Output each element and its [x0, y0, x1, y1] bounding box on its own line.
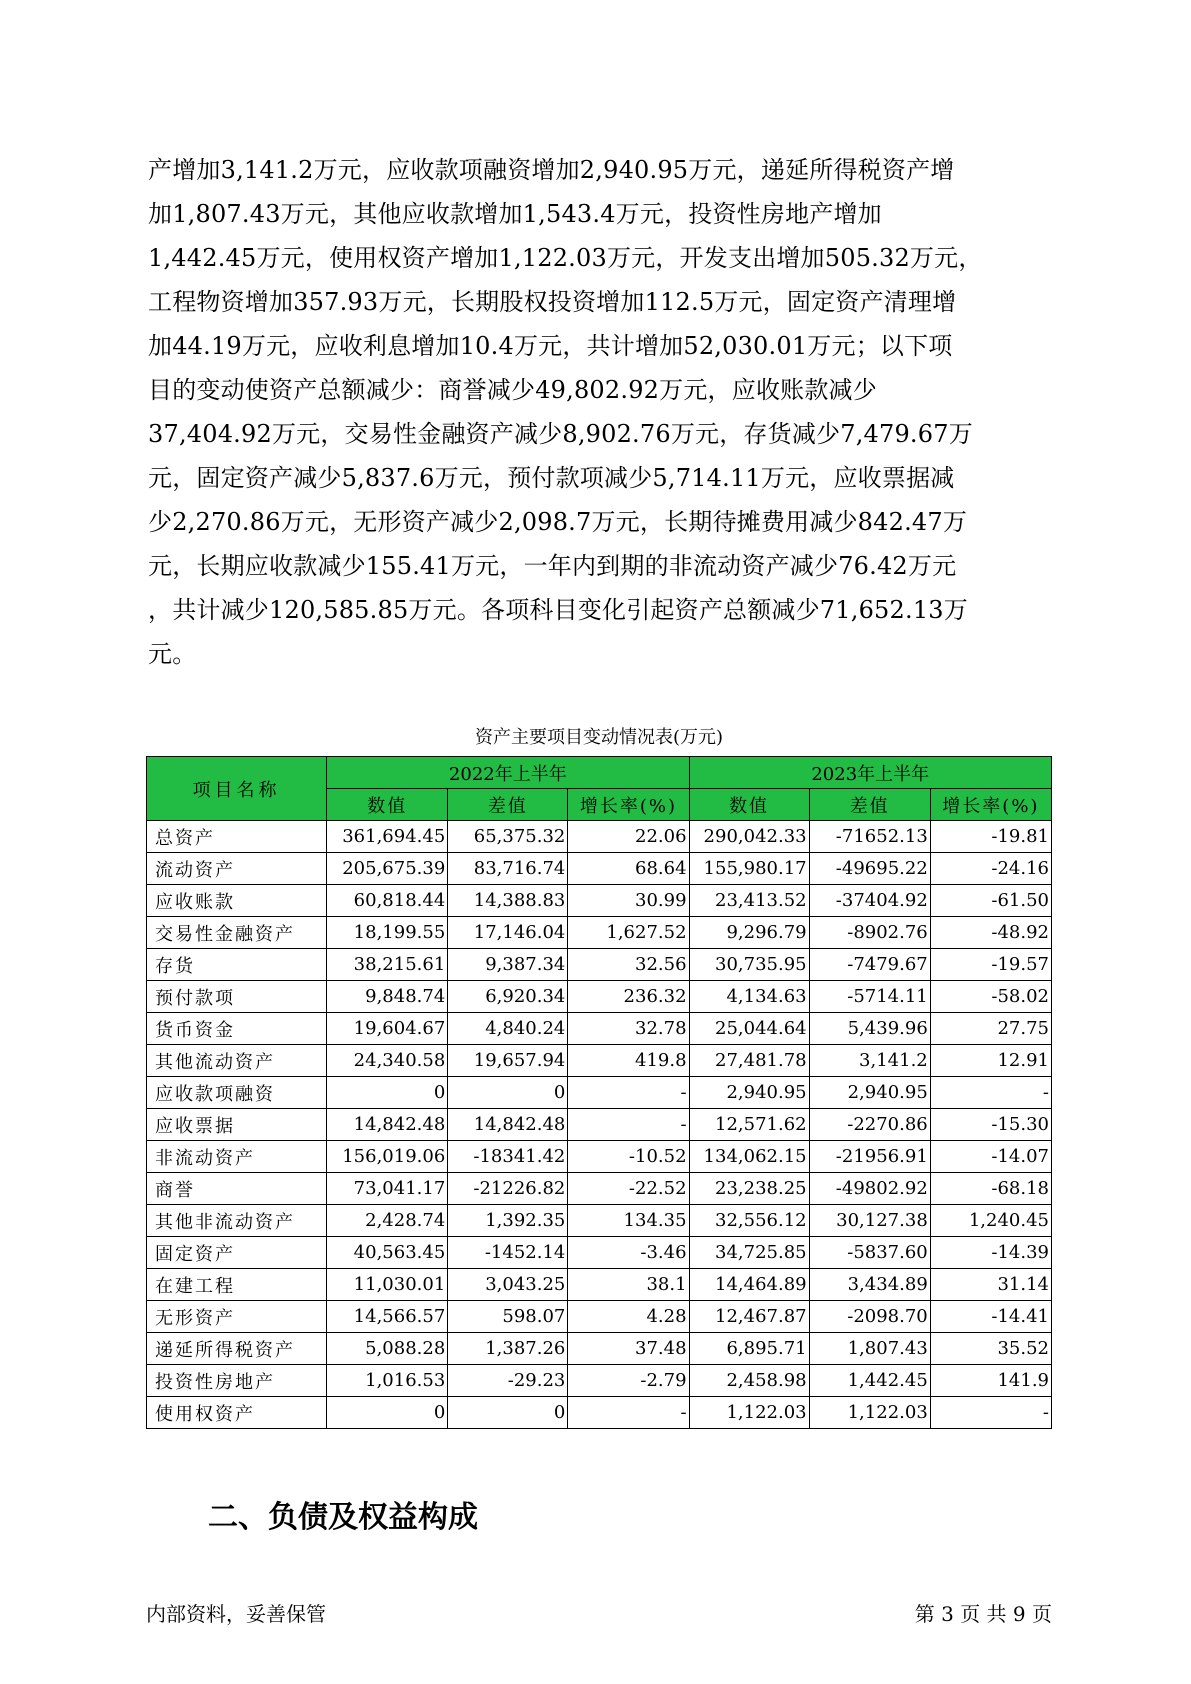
value-2023-cell: 34,725.85: [689, 1237, 809, 1269]
paragraph-line: 工程物资增加357.93万元，长期股权投资增加112.5万元，固定资产清理增: [148, 288, 957, 316]
growth-2022-cell: 134.35: [568, 1205, 689, 1237]
item-name-cell: 预付款项: [147, 981, 327, 1013]
diff-2023-cell: 30,127.38: [809, 1205, 930, 1237]
value-2023-cell: 32,556.12: [689, 1205, 809, 1237]
table-row: [147, 1173, 1052, 1205]
growth-2023-cell: -68.18: [930, 1173, 1051, 1205]
diff-2022-cell: 14,842.48: [448, 1109, 568, 1141]
diff-2022-cell: 598.07: [448, 1301, 568, 1333]
diff-2022-cell: 1,387.26: [448, 1333, 568, 1365]
footer-confidential-note: 内部资料，妥善保管: [146, 1602, 326, 1626]
paragraph-line: 元。: [148, 640, 197, 668]
item-name-cell: 递延所得税资产: [147, 1333, 327, 1365]
section-heading: 二、负债及权益构成: [208, 1500, 478, 1535]
growth-2023-cell: -58.02: [930, 981, 1051, 1013]
paragraph-line: ，共计减少120,585.85万元。各项科目变化引起资产总额减少71,652.13万: [148, 596, 968, 624]
paragraph-line: 加44.19万元，应收利息增加10.4万元，共计增加52,030.01万元；以下项: [148, 332, 953, 360]
diff-2022-cell: 1,392.35: [448, 1205, 568, 1237]
growth-2022-cell: 1,627.52: [568, 917, 689, 949]
value-2022-cell: 18,199.55: [327, 917, 448, 949]
growth-2023-cell: 1,240.45: [930, 1205, 1051, 1237]
diff-2023-cell: 5,439.96: [809, 1013, 930, 1045]
item-name-cell: 应收票据: [147, 1109, 327, 1141]
value-2022-cell: 0: [327, 1397, 448, 1429]
growth-2022-cell: 419.8: [568, 1045, 689, 1077]
growth-2022-cell: -: [568, 1397, 689, 1429]
diff-2022-cell: -29.23: [448, 1365, 568, 1397]
value-2023-cell: 6,895.71: [689, 1333, 809, 1365]
paragraph-line: 元，固定资产减少5,837.6万元，预付款项减少5,714.11万元，应收票据减: [148, 464, 955, 492]
item-name-cell: 非流动资产: [147, 1141, 327, 1173]
diff-2022-cell: 9,387.34: [448, 949, 568, 981]
growth-2022-cell: 30.99: [568, 885, 689, 917]
value-2023-cell: 4,134.63: [689, 981, 809, 1013]
value-2023-cell: 27,481.78: [689, 1045, 809, 1077]
value-2023-cell: 25,044.64: [689, 1013, 809, 1045]
subheader-value-2022: 数值: [327, 789, 448, 821]
item-name-cell: 总资产: [147, 821, 327, 853]
diff-2022-cell: 6,920.34: [448, 981, 568, 1013]
table-row: [147, 1141, 1052, 1173]
diff-2022-cell: 19,657.94: [448, 1045, 568, 1077]
growth-2022-cell: -: [568, 1077, 689, 1109]
diff-2023-cell: 3,434.89: [809, 1269, 930, 1301]
value-2023-cell: 30,735.95: [689, 949, 809, 981]
value-2023-cell: 14,464.89: [689, 1269, 809, 1301]
table-row: [147, 981, 1052, 1013]
value-2023-cell: 1,122.03: [689, 1397, 809, 1429]
growth-2022-cell: -22.52: [568, 1173, 689, 1205]
growth-2022-cell: 236.32: [568, 981, 689, 1013]
paragraph-line: 少2,270.86万元，无形资产减少2,098.7万元，长期待摊费用减少842.47万: [148, 508, 968, 536]
growth-2023-cell: -61.50: [930, 885, 1051, 917]
item-name-cell: 无形资产: [147, 1301, 327, 1333]
growth-2023-cell: -24.16: [930, 853, 1051, 885]
item-name-cell: 商誉: [147, 1173, 327, 1205]
value-2022-cell: 156,019.06: [327, 1141, 448, 1173]
diff-2023-cell: 1,122.03: [809, 1397, 930, 1429]
growth-2022-cell: 38.1: [568, 1269, 689, 1301]
value-2023-cell: 2,940.95: [689, 1077, 809, 1109]
table-row: [147, 1333, 1052, 1365]
table-row: [147, 1077, 1052, 1109]
growth-2022-cell: -2.79: [568, 1365, 689, 1397]
diff-2022-cell: -18341.42: [448, 1141, 568, 1173]
footer-page-number: 第 3 页 共 9 页: [914, 1602, 1052, 1626]
table-row: [147, 821, 1052, 853]
value-2022-cell: 38,215.61: [327, 949, 448, 981]
growth-2022-cell: 68.64: [568, 853, 689, 885]
growth-2022-cell: -10.52: [568, 1141, 689, 1173]
diff-2022-cell: 3,043.25: [448, 1269, 568, 1301]
paragraph-line: 1,442.45万元，使用权资产增加1,122.03万元，开发支出增加505.32万元，: [148, 244, 983, 272]
value-2022-cell: 11,030.01: [327, 1269, 448, 1301]
growth-2023-cell: 27.75: [930, 1013, 1051, 1045]
paragraph-line: 目的变动使资产总额减少：商誉减少49,802.92万元，应收账款减少: [148, 376, 877, 404]
diff-2023-cell: -21956.91: [809, 1141, 930, 1173]
item-name-cell: 流动资产: [147, 853, 327, 885]
subheader-value-2023: 数值: [689, 789, 809, 821]
growth-2023-cell: -19.57: [930, 949, 1051, 981]
diff-2022-cell: 17,146.04: [448, 917, 568, 949]
diff-2023-cell: -7479.67: [809, 949, 930, 981]
value-2022-cell: 0: [327, 1077, 448, 1109]
diff-2023-cell: 1,807.43: [809, 1333, 930, 1365]
value-2022-cell: 24,340.58: [327, 1045, 448, 1077]
diff-2022-cell: 0: [448, 1077, 568, 1109]
paragraph-line: 加1,807.43万元，其他应收款增加1,543.4万元，投资性房地产增加: [148, 200, 882, 228]
diff-2023-cell: -49695.22: [809, 853, 930, 885]
diff-2023-cell: -2270.86: [809, 1109, 930, 1141]
value-2022-cell: 9,848.74: [327, 981, 448, 1013]
diff-2023-cell: 2,940.95: [809, 1077, 930, 1109]
table-row: [147, 1109, 1052, 1141]
header-period-2022: 2022年上半年: [327, 757, 689, 789]
header-item-name: 项目名称: [147, 757, 327, 821]
value-2022-cell: 60,818.44: [327, 885, 448, 917]
value-2023-cell: 155,980.17: [689, 853, 809, 885]
growth-2022-cell: -: [568, 1109, 689, 1141]
table-row: [147, 1365, 1052, 1397]
growth-2023-cell: -19.81: [930, 821, 1051, 853]
paragraph-line: 37,404.92万元，交易性金融资产减少8,902.76万元，存货减少7,479.67万: [148, 420, 973, 448]
item-name-cell: 货币资金: [147, 1013, 327, 1045]
diff-2023-cell: -49802.92: [809, 1173, 930, 1205]
growth-2022-cell: 32.78: [568, 1013, 689, 1045]
diff-2022-cell: 65,375.32: [448, 821, 568, 853]
diff-2023-cell: -2098.70: [809, 1301, 930, 1333]
item-name-cell: 投资性房地产: [147, 1365, 327, 1397]
growth-2023-cell: 141.9: [930, 1365, 1051, 1397]
paragraph-line: 元，长期应收款减少155.41万元，一年内到期的非流动资产减少76.42万元: [148, 552, 957, 580]
growth-2023-cell: -: [930, 1397, 1051, 1429]
value-2023-cell: 9,296.79: [689, 917, 809, 949]
subheader-diff-2022: 差值: [448, 789, 568, 821]
item-name-cell: 其他非流动资产: [147, 1205, 327, 1237]
value-2023-cell: 12,467.87: [689, 1301, 809, 1333]
value-2022-cell: 2,428.74: [327, 1205, 448, 1237]
table-row: [147, 917, 1052, 949]
table-row: [147, 1205, 1052, 1237]
item-name-cell: 应收款项融资: [147, 1077, 327, 1109]
value-2023-cell: 23,413.52: [689, 885, 809, 917]
body-paragraph: [148, 148, 1053, 676]
value-2022-cell: 205,675.39: [327, 853, 448, 885]
growth-2023-cell: 31.14: [930, 1269, 1051, 1301]
growth-2023-cell: 35.52: [930, 1333, 1051, 1365]
table-row: [147, 853, 1052, 885]
subheader-growth-2022: 增长率(%): [568, 789, 689, 821]
diff-2023-cell: -8902.76: [809, 917, 930, 949]
table-row: [147, 949, 1052, 981]
value-2022-cell: 73,041.17: [327, 1173, 448, 1205]
growth-2022-cell: 22.06: [568, 821, 689, 853]
growth-2023-cell: -14.07: [930, 1141, 1051, 1173]
table-body: [147, 821, 1052, 1429]
subheader-diff-2023: 差值: [809, 789, 930, 821]
growth-2023-cell: -48.92: [930, 917, 1051, 949]
item-name-cell: 其他流动资产: [147, 1045, 327, 1077]
value-2023-cell: 290,042.33: [689, 821, 809, 853]
diff-2022-cell: 14,388.83: [448, 885, 568, 917]
growth-2022-cell: 4.28: [568, 1301, 689, 1333]
asset-change-table: [146, 756, 1052, 1429]
table-row: [147, 1237, 1052, 1269]
item-name-cell: 在建工程: [147, 1269, 327, 1301]
value-2022-cell: 40,563.45: [327, 1237, 448, 1269]
table-row: [147, 1397, 1052, 1429]
diff-2022-cell: 4,840.24: [448, 1013, 568, 1045]
diff-2023-cell: -5837.60: [809, 1237, 930, 1269]
table-row: [147, 1013, 1052, 1045]
growth-2023-cell: -14.39: [930, 1237, 1051, 1269]
diff-2022-cell: -1452.14: [448, 1237, 568, 1269]
value-2022-cell: 5,088.28: [327, 1333, 448, 1365]
subheader-growth-2023: 增长率(%): [930, 789, 1051, 821]
growth-2022-cell: -3.46: [568, 1237, 689, 1269]
table-caption: 资产主要项目变动情况表(万元): [474, 727, 724, 748]
diff-2022-cell: 83,716.74: [448, 853, 568, 885]
table-header-row: [147, 757, 1052, 789]
value-2022-cell: 14,842.48: [327, 1109, 448, 1141]
item-name-cell: 交易性金融资产: [147, 917, 327, 949]
item-name-cell: 应收账款: [147, 885, 327, 917]
value-2022-cell: 19,604.67: [327, 1013, 448, 1045]
diff-2022-cell: -21226.82: [448, 1173, 568, 1205]
header-period-2023: 2023年上半年: [689, 757, 1051, 789]
value-2023-cell: 23,238.25: [689, 1173, 809, 1205]
table-row: [147, 1301, 1052, 1333]
value-2022-cell: 361,694.45: [327, 821, 448, 853]
diff-2023-cell: -5714.11: [809, 981, 930, 1013]
growth-2023-cell: -14.41: [930, 1301, 1051, 1333]
diff-2022-cell: 0: [448, 1397, 568, 1429]
diff-2023-cell: 3,141.2: [809, 1045, 930, 1077]
diff-2023-cell: -37404.92: [809, 885, 930, 917]
value-2022-cell: 14,566.57: [327, 1301, 448, 1333]
value-2023-cell: 134,062.15: [689, 1141, 809, 1173]
item-name-cell: 存货: [147, 949, 327, 981]
growth-2023-cell: 12.91: [930, 1045, 1051, 1077]
growth-2022-cell: 37.48: [568, 1333, 689, 1365]
table-row: [147, 1269, 1052, 1301]
value-2023-cell: 2,458.98: [689, 1365, 809, 1397]
growth-2022-cell: 32.56: [568, 949, 689, 981]
item-name-cell: 使用权资产: [147, 1397, 327, 1429]
paragraph-line: 产增加3,141.2万元，应收款项融资增加2,940.95万元，递延所得税资产增: [148, 156, 955, 184]
table-row: [147, 1045, 1052, 1077]
value-2023-cell: 12,571.62: [689, 1109, 809, 1141]
growth-2023-cell: -15.30: [930, 1109, 1051, 1141]
table-row: [147, 885, 1052, 917]
value-2022-cell: 1,016.53: [327, 1365, 448, 1397]
item-name-cell: 固定资产: [147, 1237, 327, 1269]
diff-2023-cell: 1,442.45: [809, 1365, 930, 1397]
diff-2023-cell: -71652.13: [809, 821, 930, 853]
growth-2023-cell: -: [930, 1077, 1051, 1109]
